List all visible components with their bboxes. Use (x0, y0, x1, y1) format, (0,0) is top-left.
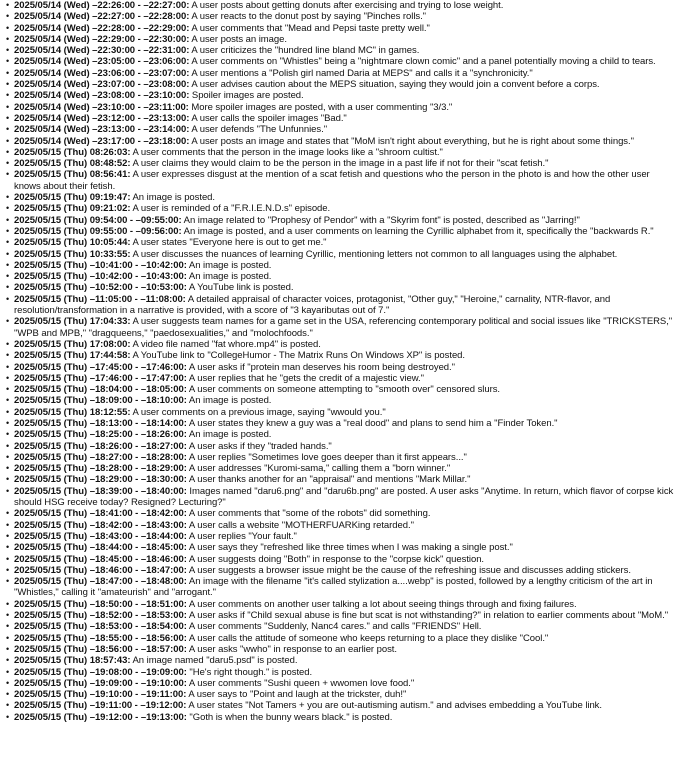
entry-text: A user asks if "protein man deserves his room being destroyed." (186, 361, 455, 373)
entry-text: A user mentions a "Polish girl named Daria at MEPS" and calls it a "synchronicity." (189, 67, 533, 79)
entry-text: An image named "daru5.psd" is posted. (130, 655, 298, 667)
entry-timestamp: 2025/05/14 (Wed) –23:13:00 - –23:14:00: (14, 124, 190, 136)
log-entry (6, 384, 676, 395)
entry-text: A user posts about getting donuts after exercising and trying to lose weight. (189, 0, 504, 11)
entry-timestamp: 2025/05/15 (Thu) –18:53:00 - –18:54:00: (14, 621, 187, 633)
entry-timestamp: 2025/05/14 (Wed) –22:29:00 - –22:30:00: (14, 33, 190, 45)
entry-text: A user comments on someone attempting to "smooth over" censored slurs. (186, 384, 500, 396)
entry-text: An image is posted. (186, 271, 272, 283)
log-entry (6, 565, 676, 576)
entry-text: A user calls the attitude of someone who keeps returning to a place they dislike "Cool." (186, 632, 549, 644)
entry-text: "Goth is when the bunny wears black." is posted. (186, 711, 393, 723)
entry-timestamp: 2025/05/15 (Thu) –18:42:00 - –18:43:00: (14, 519, 187, 531)
entry-text: A user discusses the nuances of learning Cyrillic, mentioning letters not common to all languages using the alphabet. (130, 248, 618, 260)
entry-timestamp: 2025/05/15 (Thu) 08:48:52: (14, 158, 131, 170)
entry-timestamp: 2025/05/15 (Thu) –10:42:00 - –10:43:00: (14, 271, 187, 283)
log-entry (6, 655, 676, 666)
entry-timestamp: 2025/05/15 (Thu) –10:41:00 - –10:42:00: (14, 259, 187, 271)
entry-timestamp: 2025/05/14 (Wed) –23:08:00 - –23:10:00: (14, 90, 190, 102)
entry-timestamp: 2025/05/15 (Thu) –11:05:00 - –11:08:00: (14, 293, 186, 305)
entry-text: A user asks if they "traded hands." (186, 440, 332, 452)
entry-timestamp: 2025/05/15 (Thu) –17:46:00 - –17:47:00: (14, 372, 187, 384)
log-entry (6, 689, 676, 700)
log-entry (6, 339, 676, 350)
entry-timestamp: 2025/05/15 (Thu) 17:04:33: (14, 316, 131, 328)
entry-text: A user expresses disgust at the mention of a scat fetish and questions who the person in the photo is and how the other user knows about their fetish. (14, 169, 650, 192)
entry-text: A user replies "Your fault." (186, 530, 297, 542)
log-entry (6, 203, 676, 214)
log-entry (6, 542, 676, 553)
entry-timestamp: 2025/05/15 (Thu) –18:55:00 - –18:56:00: (14, 632, 187, 644)
log-entry (6, 350, 676, 361)
log-entry (6, 294, 676, 317)
entry-text: A user comments "Sushi queen + wwomen love food." (186, 677, 415, 689)
entry-text: A user defends "The Unfunnies." (189, 124, 328, 136)
log-entry (6, 249, 676, 260)
entry-text: A user states "Not Tamers + you are out-autisming autism." and advises embedding a YouTube link. (186, 700, 602, 712)
log-entry (6, 554, 676, 565)
entry-timestamp: 2025/05/15 (Thu) 18:57:43: (14, 655, 131, 667)
log-entry (6, 700, 676, 711)
entry-text: A user calls a website "MOTHERFUARKing retarded." (186, 519, 414, 531)
log-entry (6, 45, 676, 56)
entry-text: A user says they "refreshed like three times when I was making a single post." (186, 542, 513, 554)
log-entry (6, 599, 676, 610)
log-entry (6, 158, 676, 169)
log-entry (6, 169, 676, 192)
log-entry (6, 621, 676, 632)
log-entry (6, 486, 676, 509)
log-entry (6, 260, 676, 271)
log-entry (6, 610, 676, 621)
entry-timestamp: 2025/05/15 (Thu) 08:26:03: (14, 146, 131, 158)
log-entry (6, 644, 676, 655)
log-entry (6, 576, 676, 599)
entry-timestamp: 2025/05/15 (Thu) 09:19:47: (14, 192, 131, 204)
entry-text: "He's right though." is posted. (186, 666, 313, 678)
entry-text: A user comments on a previous image, saying "wwould you." (130, 406, 386, 418)
entry-timestamp: 2025/05/15 (Thu) 09:54:00 - –09:55:00: (14, 214, 182, 226)
entry-text: A YouTube link to "CollegeHumor - The Matrix Runs On Windows XP" is posted. (130, 350, 466, 362)
log-entry (6, 418, 676, 429)
entry-text: More spoiler images are posted, with a user commenting "3/3." (188, 101, 453, 113)
entry-timestamp: 2025/05/15 (Thu) –19:12:00 - –19:13:00: (14, 711, 187, 723)
entry-text: A YouTube link is posted. (186, 282, 294, 294)
log-entry (6, 463, 676, 474)
entry-text: A user is reminded of a "F.R.I.E.N.D.s" episode. (130, 203, 331, 215)
entry-text: A user addresses "Kuromi-sama," calling them a "born winner." (186, 463, 451, 475)
entry-timestamp: 2025/05/15 (Thu) –18:28:00 - –18:29:00: (14, 463, 187, 475)
log-entry (6, 226, 676, 237)
log-entry (6, 136, 676, 147)
log-entry (6, 678, 676, 689)
entry-text: An image is posted. (186, 395, 272, 407)
log-entry (6, 0, 676, 11)
log-entry (6, 316, 676, 339)
entry-text: An image with the filename "it's called stylization a....webp" is posted, followed by a lengthy criticism of the art in "Whistles," calling it "amateurish" and "arrogant." (14, 576, 653, 599)
log-entry (6, 508, 676, 519)
entry-timestamp: 2025/05/14 (Wed) –22:26:00 - –22:27:00: (14, 0, 190, 11)
entry-timestamp: 2025/05/15 (Thu) –18:29:00 - –18:30:00: (14, 474, 187, 486)
entry-timestamp: 2025/05/15 (Thu) –18:50:00 - –18:51:00: (14, 598, 187, 610)
entry-text: A user criticizes the "hundred line bland MC" in games. (189, 45, 420, 57)
log-entry (6, 68, 676, 79)
entry-timestamp: 2025/05/15 (Thu) –19:10:00 - –19:11:00: (14, 689, 187, 701)
log-entry (6, 520, 676, 531)
entry-text: A user advises caution about the MEPS situation, saying they would join a convent before a corps. (189, 79, 600, 91)
log-entry (6, 215, 676, 226)
log-entry (6, 282, 676, 293)
log-entry (6, 113, 676, 124)
entry-text: A user comments on another user talking a lot about seeing things through and fixing failures. (186, 598, 577, 610)
entry-text: A user comments that "some of the robots" did something. (186, 508, 431, 520)
entry-text: A user asks "wwho" in response to an earlier post. (186, 643, 397, 655)
log-entry (6, 373, 676, 384)
entry-timestamp: 2025/05/14 (Wed) –23:10:00 - –23:11:00: (14, 101, 189, 113)
entry-text: A detailed appraisal of character voices, protagonist, "Other guy," "Heroine," carnality, NTR-flavor, and resolution/transformation in a narrative is provided, with a score of "3 kayaributas out of 7." (14, 293, 611, 317)
entry-text: A user thanks another for an "appraisal" and mentions "Mark Millar." (186, 474, 471, 486)
entry-timestamp: 2025/05/15 (Thu) –17:45:00 - –17:46:00: (14, 361, 187, 373)
entry-timestamp: 2025/05/15 (Thu) –18:44:00 - –18:45:00: (14, 542, 187, 554)
log-entry (6, 474, 676, 485)
entry-timestamp: 2025/05/15 (Thu) –18:25:00 - –18:26:00: (14, 429, 187, 441)
entry-timestamp: 2025/05/15 (Thu) –18:47:00 - –18:48:00: (14, 576, 187, 588)
chat-log-list (6, 0, 676, 723)
entry-timestamp: 2025/05/15 (Thu) –18:27:00 - –18:28:00: (14, 451, 187, 463)
entry-timestamp: 2025/05/15 (Thu) 17:08:00: (14, 338, 131, 350)
entry-timestamp: 2025/05/15 (Thu) –10:52:00 - –10:53:00: (14, 282, 187, 294)
log-entry (6, 124, 676, 135)
entry-timestamp: 2025/05/15 (Thu) –18:43:00 - –18:44:00: (14, 530, 187, 542)
log-entry (6, 452, 676, 463)
entry-timestamp: 2025/05/15 (Thu) –18:09:00 - –18:10:00: (14, 395, 187, 407)
entry-timestamp: 2025/05/15 (Thu) –18:46:00 - –18:47:00: (14, 564, 187, 576)
entry-timestamp: 2025/05/15 (Thu) –18:39:00 - –18:40:00: (14, 485, 187, 497)
entry-timestamp: 2025/05/15 (Thu) –19:11:00 - –19:12:00: (14, 700, 187, 712)
entry-text: A user suggests doing "Both" in response to the "corpse kick" question. (186, 553, 485, 565)
entry-text: A user posts an image and states that "MoM isn't right about everything, but he is right about some things." (189, 135, 634, 147)
entry-timestamp: 2025/05/15 (Thu) 10:33:55: (14, 248, 131, 260)
entry-timestamp: 2025/05/15 (Thu) –18:04:00 - –18:05:00: (14, 384, 187, 396)
log-entry (6, 192, 676, 203)
entry-timestamp: 2025/05/15 (Thu) –19:08:00 - –19:09:00: (14, 666, 187, 678)
entry-text: A user comments that "Mead and Pepsi taste pretty well." (189, 22, 430, 34)
entry-timestamp: 2025/05/14 (Wed) –23:07:00 - –23:08:00: (14, 79, 190, 91)
log-entry (6, 11, 676, 22)
entry-timestamp: 2025/05/14 (Wed) –22:27:00 - –22:28:00: (14, 11, 190, 23)
entry-text: A user claims they would claim to be the person in the image in a past life if not for their "scat fetish." (130, 158, 549, 170)
entry-timestamp: 2025/05/14 (Wed) –23:05:00 - –23:06:00: (14, 56, 190, 68)
log-entry (6, 667, 676, 678)
log-entry (6, 56, 676, 67)
entry-text: A user replies that he "gets the credit of a majestic view." (186, 372, 424, 384)
log-entry (6, 429, 676, 440)
log-entry (6, 395, 676, 406)
entry-text: A user suggests a browser issue might be the cause of the refreshing issue and discusses adding stickers. (186, 564, 631, 576)
log-entry (6, 531, 676, 542)
entry-text: An image is posted. (130, 192, 216, 204)
entry-timestamp: 2025/05/15 (Thu) –18:13:00 - –18:14:00: (14, 417, 187, 429)
log-entry (6, 34, 676, 45)
entry-text: A video file named "fat whore.mp4" is posted. (130, 338, 321, 350)
log-entry (6, 633, 676, 644)
entry-timestamp: 2025/05/15 (Thu) –19:09:00 - –19:10:00: (14, 677, 187, 689)
entry-timestamp: 2025/05/15 (Thu) 09:21:02: (14, 203, 131, 215)
entry-timestamp: 2025/05/15 (Thu) –18:26:00 - –18:27:00: (14, 440, 187, 452)
log-entry (6, 712, 676, 723)
entry-timestamp: 2025/05/15 (Thu) –18:52:00 - –18:53:00: (14, 610, 187, 622)
entry-timestamp: 2025/05/15 (Thu) 08:56:41: (14, 169, 131, 181)
entry-text: A user suggests team names for a game set in the USA, referencing contemporary political and social issues like "TRICKSTERS," "WPB and MPB," "dragqueens," "paedosexualities," and "molochfoods." (14, 316, 673, 339)
log-entry (6, 90, 676, 101)
entry-text: An image is posted. (186, 259, 272, 271)
entry-text: An image is posted, and a user comments on learning the Cyrillic alphabet from it, specifically the "backwards R." (181, 225, 654, 237)
log-entry (6, 79, 676, 90)
entry-text: A user asks if "Child sexual abuse is fine but scat is not withstanding?" in relation to earlier comments about "MoM." (186, 610, 669, 622)
entry-timestamp: 2025/05/15 (Thu) 18:12:55: (14, 406, 131, 418)
entry-text: An image related to "Prophesy of Pendor" with a "Skyrim font" is posted, described as "Jarring!" (181, 214, 580, 226)
entry-timestamp: 2025/05/15 (Thu) –18:56:00 - –18:57:00: (14, 643, 187, 655)
log-entry (6, 441, 676, 452)
entry-text: A user states "Everyone here is out to get me." (130, 237, 327, 249)
entry-text: A user reacts to the donut post by saying "Pinches rolls." (189, 11, 427, 23)
entry-timestamp: 2025/05/14 (Wed) –23:17:00 - –23:18:00: (14, 135, 190, 147)
log-entry (6, 23, 676, 34)
log-entry (6, 237, 676, 248)
entry-text: A user comments on "Whistles" being a "nightmare clown comic" and a panel potentially moving a child to tears. (189, 56, 656, 68)
entry-text: A user posts an image. (189, 33, 287, 45)
entry-timestamp: 2025/05/15 (Thu) –18:45:00 - –18:46:00: (14, 553, 187, 565)
log-entry (6, 102, 676, 113)
entry-text: A user calls the spoiler images "Bad." (189, 112, 347, 124)
entry-text: Images named "daru6.png" and "daru6b.png" are posted. A user asks "Anytime. In return, which flavor of corpse kick should HSG receive today? Resigned? Lecturing?" (14, 485, 674, 509)
entry-timestamp: 2025/05/14 (Wed) –22:30:00 - –22:31:00: (14, 45, 190, 57)
entry-timestamp: 2025/05/14 (Wed) –22:28:00 - –22:29:00: (14, 22, 190, 34)
entry-text: Spoiler images are posted. (189, 90, 304, 102)
entry-text: A user says to "Point and laugh at the trickster, duh!" (186, 689, 407, 701)
log-entry (6, 147, 676, 158)
entry-text: An image is posted. (186, 429, 272, 441)
entry-timestamp: 2025/05/14 (Wed) –23:12:00 - –23:13:00: (14, 112, 190, 124)
log-entry (6, 271, 676, 282)
entry-timestamp: 2025/05/14 (Wed) –23:06:00 - –23:07:00: (14, 67, 190, 79)
entry-timestamp: 2025/05/15 (Thu) 09:55:00 - –09:56:00: (14, 225, 182, 237)
entry-timestamp: 2025/05/15 (Thu) –18:41:00 - –18:42:00: (14, 508, 187, 520)
log-entry (6, 407, 676, 418)
entry-text: A user comments "Suddenly, Nanc4 cares." and calls "FRIENDS" Hell. (186, 621, 482, 633)
entry-timestamp: 2025/05/15 (Thu) 10:05:44: (14, 237, 131, 249)
entry-text: A user comments that the person in the image looks like a "shroom cultist." (130, 146, 443, 158)
entry-text: A user states they knew a guy was a "real dood" and plans to send him a "Finder Token." (186, 417, 558, 429)
entry-timestamp: 2025/05/15 (Thu) 17:44:58: (14, 350, 131, 362)
log-entry (6, 362, 676, 373)
entry-text: A user replies "Sometimes love goes deeper than it first appears..." (186, 451, 467, 463)
